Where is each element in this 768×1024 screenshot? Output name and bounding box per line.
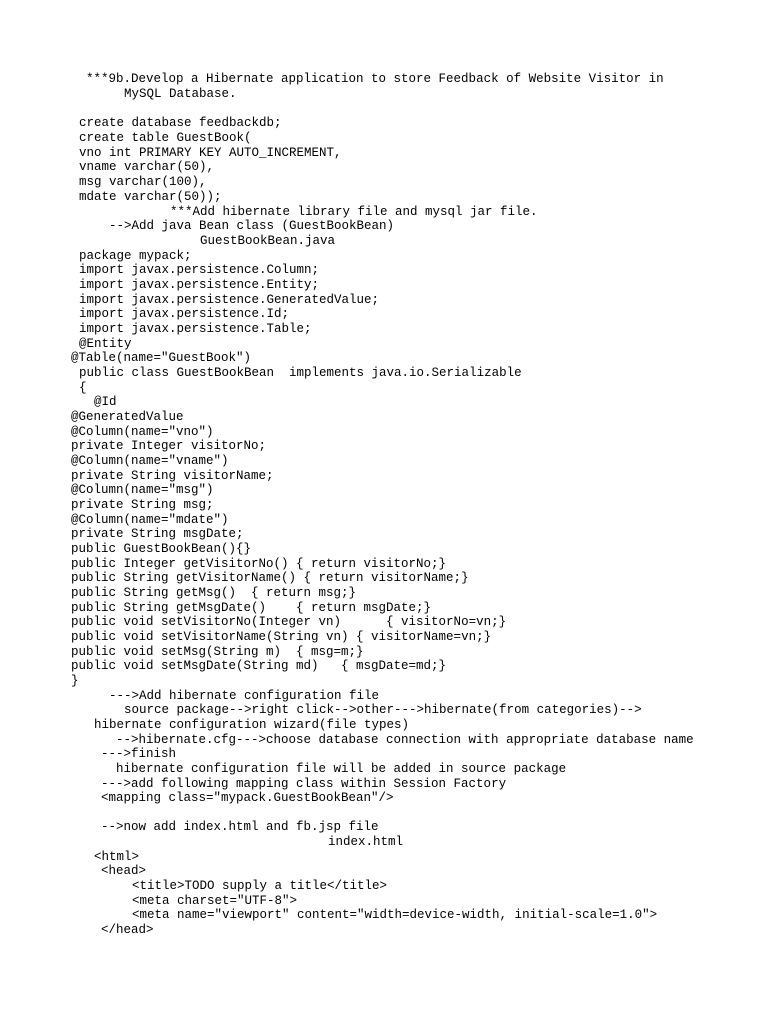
doc-line: hibernate configuration file will be added in source package [116,762,567,776]
doc-line: msg varchar(100), [79,175,207,189]
doc-line: @Column(name="vno") [71,425,214,439]
doc-line: create table GuestBook( [79,131,252,145]
doc-line: public void setMsg(String m) { msg=m;} [71,645,364,659]
doc-line: mdate varchar(50)); [79,190,222,204]
doc-line: -->now add index.html and fb.jsp file [101,820,379,834]
doc-line: source package-->right click-->other--->hibernate(from categories)--> [124,703,642,717]
doc-line: public void setMsgDate(String md) { msgDate=md;} [71,659,447,673]
doc-line: <head> [101,864,147,878]
doc-line: import javax.persistence.Column; [79,263,320,277]
doc-line: @Column(name="mdate") [71,513,229,527]
doc-line: <meta name="viewport" content="width=device-width, initial-scale=1.0"> [132,908,658,922]
doc-line: private Integer visitorNo; [71,439,267,453]
doc-line: } [71,674,79,688]
doc-line: --->finish [101,747,177,761]
doc-line: @Column(name="msg") [71,483,214,497]
doc-line: <title>TODO supply a title</title> [132,879,388,893]
doc-line: private String msgDate; [71,527,244,541]
doc-line: index.html [328,835,404,849]
doc-line: public void setVisitorNo(Integer vn) { visitorNo=vn;} [71,615,507,629]
doc-line: @Entity [79,337,132,351]
doc-line: ***Add hibernate library file and mysql jar file. [170,205,538,219]
doc-line: vname varchar(50), [79,160,215,174]
doc-line: public Integer getVisitorNo() { return visitorNo;} [71,557,447,571]
doc-line: -->Add java Bean class (GuestBookBean) [109,219,395,233]
doc-line: public String getVisitorName() { return visitorName;} [71,571,469,585]
doc-line: @Id [94,395,117,409]
doc-line: </head> [101,923,154,937]
doc-line: --->Add hibernate configuration file [109,689,380,703]
doc-line: MySQL Database. [124,87,237,101]
doc-line: @GeneratedValue [71,410,184,424]
doc-line: --->add following mapping class within Session Factory [101,777,507,791]
doc-line: <mapping class="mypack.GuestBookBean"/> [101,791,394,805]
doc-line: import javax.persistence.Id; [79,307,290,321]
doc-line: import javax.persistence.Entity; [79,278,320,292]
doc-line: @Table(name="GuestBook") [71,351,252,365]
doc-line: public void setVisitorName(String vn) { visitorName=vn;} [71,630,492,644]
doc-line: public String getMsgDate() { return msgDate;} [71,601,432,615]
doc-line: public GuestBookBean(){} [71,542,252,556]
doc-line: private String msg; [71,498,214,512]
doc-line: -->hibernate.cfg--->choose database connection with appropriate database name [116,733,694,747]
doc-line: private String visitorName; [71,469,274,483]
doc-line: { [79,381,87,395]
doc-line: hibernate configuration wizard(file types) [94,718,410,732]
doc-line: <html> [94,850,140,864]
doc-line: public class GuestBookBean implements java.io.Serializable [79,366,522,380]
doc-line: create database feedbackdb; [79,116,282,130]
doc-line: import javax.persistence.Table; [79,322,312,336]
doc-line: package mypack; [79,249,192,263]
doc-line: @Column(name="vname") [71,454,229,468]
doc-line: import javax.persistence.GeneratedValue; [79,293,380,307]
doc-line: <meta charset="UTF-8"> [132,894,298,908]
doc-line: vno int PRIMARY KEY AUTO_INCREMENT, [79,146,342,160]
doc-line: GuestBookBean.java [200,234,336,248]
doc-line: public String getMsg() { return msg;} [71,586,357,600]
doc-line: ***9b.Develop a Hibernate application to store Feedback of Website Visitor in [86,72,664,86]
